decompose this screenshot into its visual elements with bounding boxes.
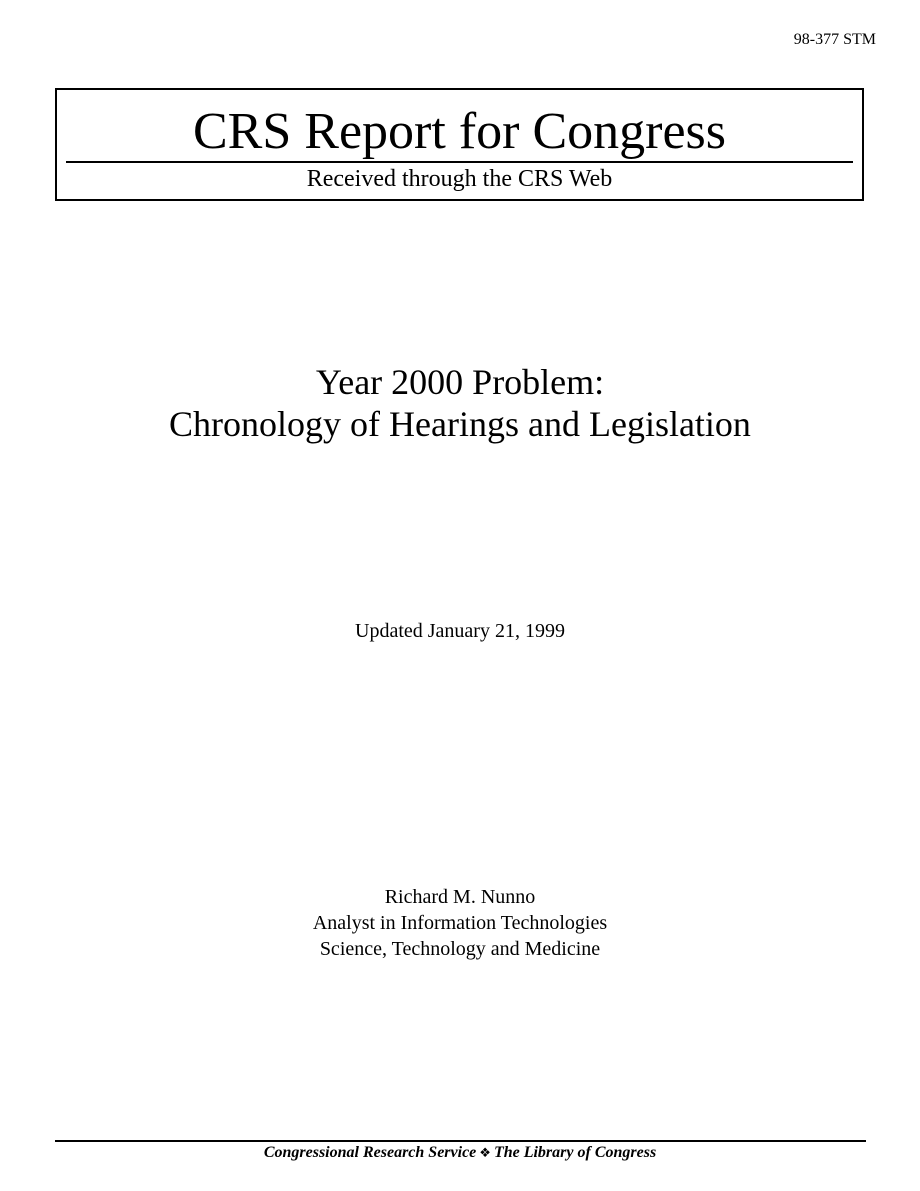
document-title-line-2: Chronology of Hearings and Legislation <box>169 404 751 444</box>
report-header-box <box>55 88 864 201</box>
author-division: Science, Technology and Medicine <box>319 938 601 960</box>
footer-organization: Congressional Research Service <box>263 1144 477 1161</box>
document-title <box>0 361 920 445</box>
header-divider <box>66 161 853 163</box>
report-header-title: CRS Report for Congress <box>193 103 726 160</box>
footer <box>0 1143 920 1164</box>
author-block <box>0 884 920 962</box>
author-position: Analyst in Information Technologies <box>312 912 608 934</box>
document-title-line-1: Year 2000 Problem: <box>315 362 605 402</box>
updated-date: Updated January 21, 1999 <box>355 620 565 642</box>
footer-divider <box>55 1140 866 1142</box>
report-header-subtitle: Received through the CRS Web <box>306 166 613 192</box>
diamond-separator-icon: ❖ <box>479 1146 491 1161</box>
footer-library: The Library of Congress <box>493 1144 657 1161</box>
author-name: Richard M. Nunno <box>384 886 536 908</box>
report-number: 98-377 STM <box>793 31 876 48</box>
